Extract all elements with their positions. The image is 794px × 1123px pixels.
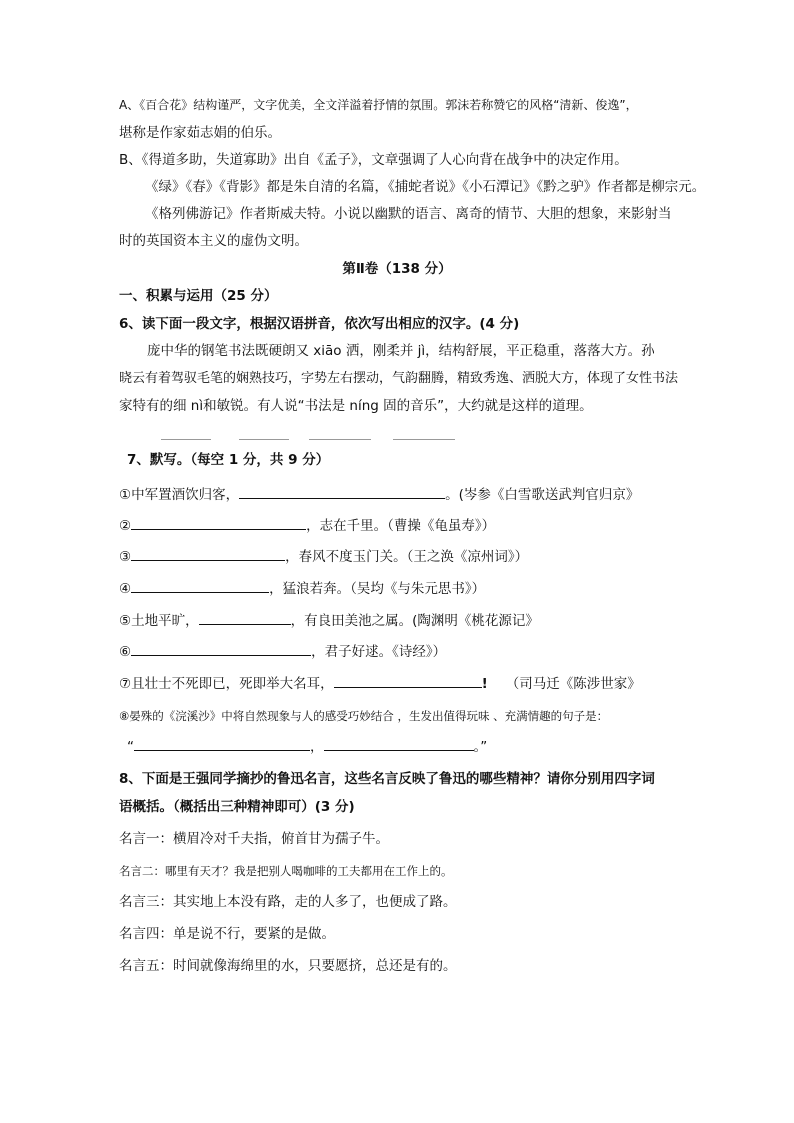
answer-blank-1[interactable] [161,439,211,440]
close-quote: 。” [473,739,488,755]
recite-item-4-prefix: ④ [119,581,132,597]
question-6-passage-2: 晓云有着驾驭毛笔的娴熟技巧，字势左右摆动，气韵翻腾，精致秀逸、洒脱大方，体现了女性书法 [119,371,679,386]
quote-4: 名言四：单是说不行，要紧的是做。 [119,926,335,942]
recite-item-1-prefix: ①中军置酒饮归客， [119,487,240,503]
recite-item-4-suffix: ，猛浪若奔。（吴均《与朱元思书》） [269,581,486,597]
recite-item-1 [119,485,639,504]
answer-blank-4[interactable] [393,439,455,440]
recite-item-4 [119,579,485,598]
section-title: 第Ⅱ卷（138 分） [342,261,452,277]
recite-blank-8b[interactable] [324,737,474,751]
question-8-heading-2: 语概括。（概括出三种精神即可）(3 分) [119,799,355,815]
part-heading: 一、积累与运用（25 分） [119,288,278,304]
recite-blank-1[interactable] [239,485,445,499]
recite-item-5-suffix: ，有良田美池之属。(陶渊明《桃花源记》 [290,613,539,629]
answer-blank-3[interactable] [309,439,371,440]
question-6-passage-1: 庞中华的钢笔书法既硬朗又 xiāo 洒，刚柔并 jì，结构舒展，平正稳重，落落大方。孙 [147,343,655,359]
recite-blank-3[interactable] [131,547,285,561]
quote-3: 名言三：其实地上本没有路，走的人多了，也便成了路。 [119,894,457,910]
comma: ， [310,739,324,755]
question-8-heading-1: 8、下面是王强同学摘抄的鲁迅名言，这些名言反映了鲁迅的哪些精神？请你分别用四字词 [119,771,655,787]
quote-2: 名言二：哪里有天才？我是把别人喝咖啡的工夫都用在工作上的。 [119,864,453,878]
recite-item-2 [119,516,495,535]
question-7-heading: 7、默写。（每空 1 分，共 9 分） [127,452,330,468]
question-6-heading: 6、读下面一段文字，根据汉语拼音，依次写出相应的汉字。(4 分) [119,316,520,332]
recite-item-1-suffix: 。(岑参《白雪歌送武判官归京》 [445,487,640,503]
recite-blank-8a[interactable] [134,737,310,751]
recite-item-3-prefix: ③ [119,549,132,565]
option-a-line-1: A、《百合花》结构谨严，文字优美，全文洋溢着抒情的氛围。郭沫若称赞它的风格“清新、俊逸”， [119,98,638,112]
option-a-line-2: 堪称是作家茹志娟的伯乐。 [119,125,281,141]
question-6-passage-3: 家特有的细 nì和敏锐。有人说“书法是 níng 固的音乐”，大约就是这样的道理。 [119,398,593,414]
quote-5: 名言五：时间就像海绵里的水，只要愿挤，总还是有的。 [119,958,457,974]
recite-item-7 [119,674,641,693]
recite-item-6-suffix: ，君子好逑。《诗经》） [311,644,447,660]
option-d-line-2: 时的英国资本主义的虚伪文明。 [119,233,308,249]
recite-item-7-exclaim: ! [481,676,488,692]
recite-blank-5[interactable] [199,611,291,625]
open-quote: “ [127,739,134,755]
recite-item-6-prefix: ⑥ [119,644,132,660]
recite-item-8-answer [127,737,487,756]
recite-item-2-prefix: ② [119,518,132,534]
recite-item-3 [119,547,528,566]
recite-item-7-source: （司马迁《陈涉世家》 [505,676,641,692]
recite-item-8-prompt: ⑧晏殊的《浣溪沙》中将自然现象与人的感受巧妙结合 ，生发出值得玩味 、充满情趣的句子是： [119,709,609,723]
recite-item-7-prefix: ⑦且壮士不死即已，死即举大名耳， [119,676,334,692]
recite-item-6 [119,642,446,661]
answer-blank-2[interactable] [239,439,289,440]
recite-item-2-suffix: ，志在千里。（曹操《龟虽寿》） [306,518,496,534]
recite-blank-6[interactable] [131,642,311,656]
recite-item-5-prefix: ⑤土地平旷， [119,613,199,629]
recite-blank-7[interactable] [334,674,482,688]
option-c-line: 《绿》《春》《背影》都是朱自清的名篇，《捕蛇者说》《小石潭记》《黔之驴》作者都是柳宗元。 [145,179,706,195]
quote-1: 名言一：横眉冷对千夫指，俯首甘为孺子牛。 [119,831,389,847]
recite-item-3-suffix: ，春风不度玉门关。（王之涣《凉州词》） [285,549,529,565]
recite-item-5 [119,611,539,630]
recite-blank-2[interactable] [131,516,306,530]
option-d-line-1: 《格列佛游记》作者斯威夫特。小说以幽默的语言、离奇的情节、大胆的想象，来影射当 [145,206,672,222]
option-b-line: B、《得道多助，失道寡助》出自《孟子》，文章强调了人心向背在战争中的决定作用。 [119,152,628,168]
recite-blank-4[interactable] [131,579,269,593]
